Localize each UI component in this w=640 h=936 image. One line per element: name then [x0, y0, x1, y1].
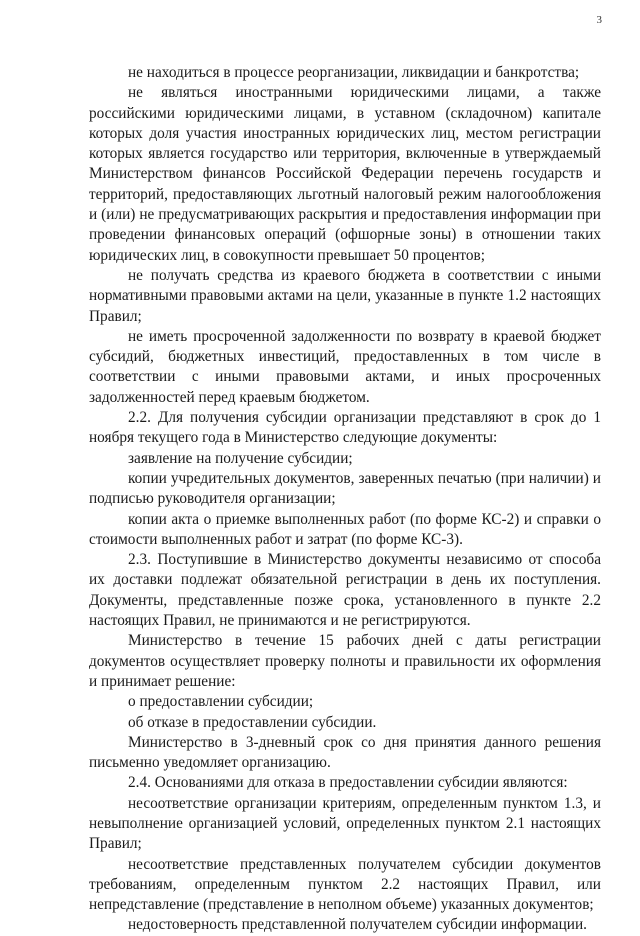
paragraph-not-foreign-entity: не являться иностранными юридическими лицами, а также российскими юридическими лицами, в уставном (складочном) капитале которых доля участия иностранных юридических лиц, местом регистрации которых является государство или территория, включенные в утверждаемый Министерством финансов Российской Федерации перечень государств и территорий, предоставляющих льготный налоговый режим налогообложения и (или) не предусматривающих раскрытия и предоставления информации при проведении финансовых операций (офшорные зоны) в отношении таких юридических лиц, в совокупности превышает 50 процентов; [89, 84, 601, 264]
paragraph-section-2-2: 2.2. Для получения субсидии организации представляют в срок до 1 ноября текущего года в Министерство следующие документы: [89, 409, 601, 447]
page-number: 3 [596, 14, 602, 26]
paragraph-documents-mismatch: несоответствие представленных получателем субсидии документов требованиям, определенным пунктом 2.2 настоящих Правил, или непредставление (представление в неполном объеме) указанных документов; [89, 855, 601, 914]
paragraph-section-2-4: 2.4. Основаниями для отказа в предоставлении субсидии являются: [128, 774, 568, 792]
paragraph-application: заявление на получение субсидии; [128, 449, 353, 467]
paragraph-decision-refuse: об отказе в предоставлении субсидии. [128, 713, 377, 731]
paragraph-no-overdue-debt: не иметь просроченной задолженности по возврату в краевой бюджет субсидий, бюджетных инвестиций, предоставленных в том числе в соответствии с иными правовыми актами, и иных просроченных задолженностей перед краевым бюджетом. [89, 327, 601, 406]
paragraph-no-other-regional-funds: не получать средства из краевого бюджета в соответствии с иными нормативными правовыми актами на цели, указанные в пункте 1.2 настоящих Правил; [89, 266, 601, 325]
paragraph-acceptance-acts: копии акта о приемке выполненных работ (по форме КС-2) и справки о стоимости выполненных работ и затрат (по форме КС-3). [89, 510, 601, 548]
paragraph-decision-grant: о предоставлении субсидии; [128, 693, 314, 711]
paragraph-ministry-review: Министерство в течение 15 рабочих дней с даты регистрации документов осуществляет проверку полноты и правильности их оформления и принимает решение: [89, 632, 601, 690]
paragraph-section-2-3: 2.3. Поступившие в Министерство документы независимо от способа их доставки подлежат обязательной регистрации в день их поступления. Документы, представленные позже срока, установленного в пункте 2.2 настоящих Правил, не принимаются и не регистрируются. [89, 551, 601, 630]
paragraph-not-in-reorganization: не находиться в процессе реорганизации, ликвидации и банкротства; [128, 64, 580, 81]
paragraph-notification: Министерство в 3-дневный срок со дня принятия данного решения письменно уведомляет организацию. [89, 733, 601, 772]
paragraph-criteria-mismatch: несоответствие организации критериям, определенным пунктом 1.3, и невыполнение организацией условий, определенных пунктом 2.1 настоящих Правил; [89, 794, 601, 853]
paragraph-false-information: недостоверность представленной получателем субсидии информации. [128, 916, 587, 934]
paragraph-founding-documents: копии учредительных документов, заверенных печатью (при наличии) и подписью руководителя организации; [89, 469, 601, 508]
document-body [89, 63, 601, 936]
